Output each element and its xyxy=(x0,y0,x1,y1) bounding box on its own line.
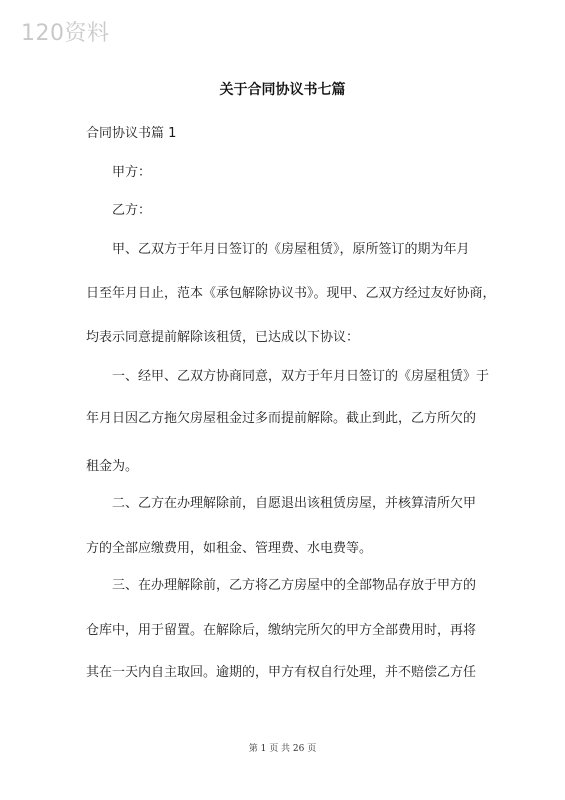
paragraph-line: 方的全部应缴费用，如租金、管理费、水电费等。 xyxy=(86,541,373,556)
party-a-line: 甲方： xyxy=(112,165,152,180)
paragraph-line: 日至年月日止，范本《承包解除协议书》。现甲、乙双方经过友好协商， xyxy=(86,286,496,301)
watermark-logo: 120资料 xyxy=(21,21,110,46)
paragraph-line: 一、经甲、乙双方协商同意，双方于年月日签订的《房屋租赁》于 xyxy=(112,369,490,384)
paragraph-line: 其在一天内自主取回。逾期的，甲方有权自行处理，并不赔偿乙方任 xyxy=(86,665,477,680)
paragraph-line: 租金为。 xyxy=(86,459,139,474)
paragraph-line: 仓库中，用于留置。在解除后，缴纳完所欠的甲方全部费用时，再将 xyxy=(86,623,477,638)
paragraph-line: 三、在办理解除前，乙方将乙方房屋中的全部物品存放于甲方的 xyxy=(112,578,477,593)
paragraph-line: 二、乙方在办理解除前，自愿退出该租赁房屋，并核算清所欠甲 xyxy=(112,496,477,511)
paragraph-line: 年月日因乙方拖欠房屋租金过多而提前解除。截止到此，乙方所欠的 xyxy=(86,411,477,426)
document-title: 关于合同协议书七篇 xyxy=(219,82,346,98)
paragraph-line: 均表示同意提前解除该租赁，已达成以下协议： xyxy=(86,330,360,345)
paragraph-line: 甲、乙双方于年月日签订的《房屋租赁》，原所签订的期为年月 xyxy=(112,242,470,257)
party-b-line: 乙方： xyxy=(112,203,152,218)
section-heading: 合同协议书篇 1 xyxy=(86,126,177,141)
page-number: 第 1 页 共 26 页 xyxy=(248,744,317,754)
